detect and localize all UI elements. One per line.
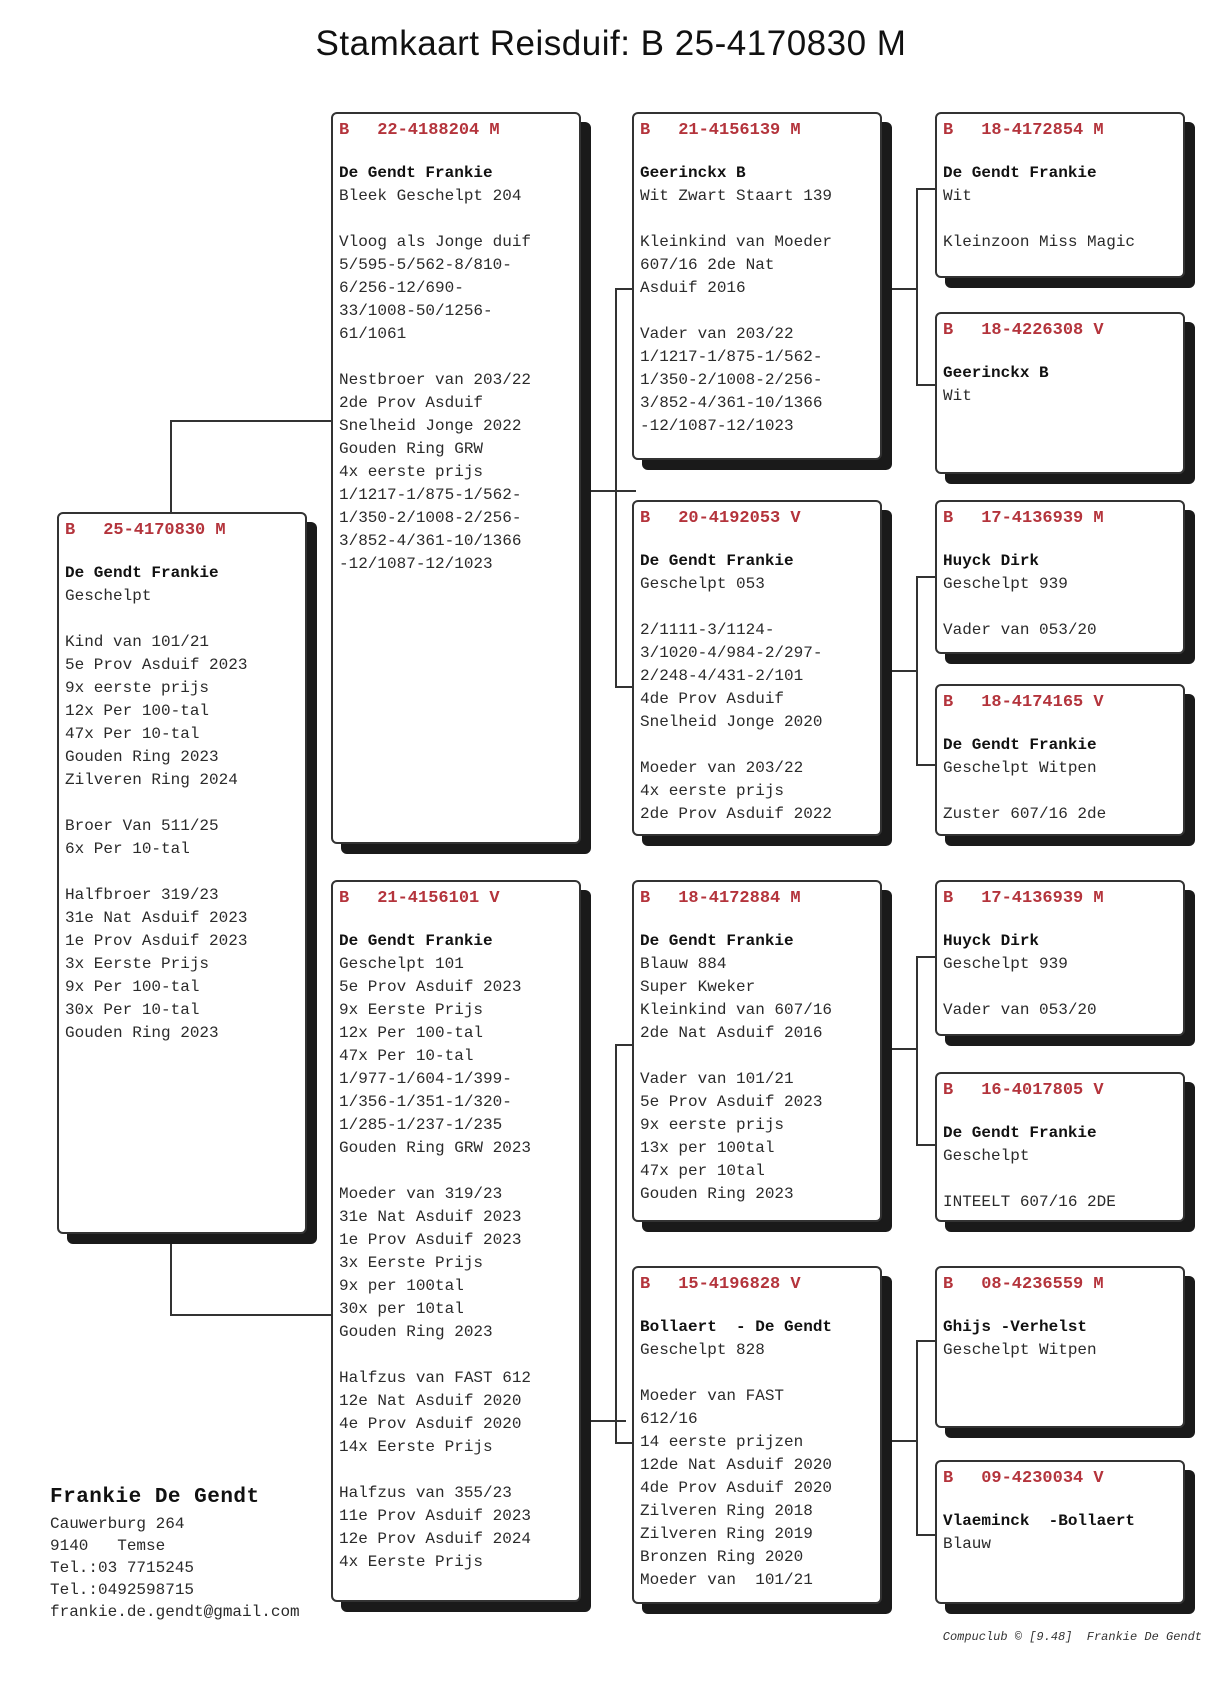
pedigree-line: Geschelpt 939 bbox=[943, 955, 1068, 973]
breeder-name: De Gendt Frankie bbox=[339, 932, 493, 950]
ring-number bbox=[943, 1468, 1177, 1498]
connector bbox=[916, 1340, 918, 1536]
pedigree-line: 1/350-2/1008-2/256- bbox=[640, 371, 823, 389]
connector bbox=[170, 1314, 332, 1316]
pedigree-line: 5e Prov Asduif 2023 bbox=[65, 656, 248, 674]
pedigree-line: Zilveren Ring 2018 bbox=[640, 1502, 813, 1520]
pedigree-line: Bronzen Ring 2020 bbox=[640, 1548, 804, 1566]
pedigree-line: Halfzus van 355/23 bbox=[339, 1484, 512, 1502]
connector bbox=[615, 288, 617, 688]
country-code: B bbox=[943, 1275, 954, 1294]
pedigree-line: 1/350-2/1008-2/256- bbox=[339, 509, 522, 527]
pedigree-line: 14 eerste prijzen bbox=[640, 1433, 804, 1451]
pedigree-line: Bleek Geschelpt 204 bbox=[339, 187, 522, 205]
pigeon-card-mff bbox=[935, 880, 1185, 1036]
ring-id: 08-4236559 M bbox=[981, 1275, 1104, 1294]
pedigree-line bbox=[640, 208, 874, 231]
owner-email[interactable]: frankie.de.gendt@gmail.com bbox=[50, 1603, 300, 1621]
page-title: Stamkaart Reisduif: B 25-4170830 M bbox=[315, 24, 907, 63]
pedigree-line: Geschelpt 101 bbox=[339, 955, 464, 973]
country-code: B bbox=[943, 121, 954, 140]
ring-number bbox=[339, 120, 573, 150]
pigeon-card-mother-father bbox=[632, 880, 882, 1222]
breeder-name: Bollaert - De Gendt bbox=[640, 1318, 833, 1336]
pedigree-line bbox=[943, 780, 1177, 803]
pedigree-line: 5e Prov Asduif 2023 bbox=[339, 978, 522, 996]
ring-number bbox=[640, 888, 874, 918]
country-code: B bbox=[640, 509, 651, 528]
pedigree-line: Broer Van 511/25 bbox=[65, 817, 219, 835]
country-code: B bbox=[943, 509, 954, 528]
pedigree-line: 31e Nat Asduif 2023 bbox=[339, 1208, 522, 1226]
pedigree-line: Wit Zwart Staart 139 bbox=[640, 187, 833, 205]
breeder-name: Ghijs -Verhelst bbox=[943, 1318, 1088, 1336]
connector bbox=[888, 1440, 918, 1442]
pedigree-line: Geschelpt bbox=[943, 1147, 1030, 1165]
pedigree-line: Gouden Ring 2023 bbox=[65, 1024, 219, 1042]
pedigree-line: 3x Eerste Prijs bbox=[339, 1254, 484, 1272]
pedigree-line: 30x Per 10-tal bbox=[65, 1001, 200, 1019]
ring-number bbox=[943, 120, 1177, 150]
pedigree-line: 12x Per 100-tal bbox=[339, 1024, 484, 1042]
pedigree-line: Zilveren Ring 2019 bbox=[640, 1525, 813, 1543]
pedigree-line: Halfzus van FAST 612 bbox=[339, 1369, 532, 1387]
connector bbox=[916, 956, 936, 958]
owner-city: 9140 Temse bbox=[50, 1537, 166, 1555]
pedigree-line: Geschelpt 053 bbox=[640, 575, 765, 593]
ring-number bbox=[640, 508, 874, 538]
pedigree-line: 47x Per 10-tal bbox=[339, 1047, 474, 1065]
pedigree-line: Geschelpt 828 bbox=[640, 1341, 765, 1359]
pedigree-line: 9x per 100tal bbox=[339, 1277, 464, 1295]
breeder-name: De Gendt Frankie bbox=[640, 932, 794, 950]
pedigree-line bbox=[943, 976, 1177, 999]
pedigree-line: 4x eerste prijs bbox=[339, 463, 484, 481]
breeder-name: De Gendt Frankie bbox=[943, 1124, 1097, 1142]
pedigree-line: 5/595-5/562-8/810- bbox=[339, 256, 512, 274]
ring-number bbox=[65, 520, 299, 550]
pedigree-line: 33/1008-50/1256- bbox=[339, 302, 493, 320]
breeder-name: De Gendt Frankie bbox=[943, 164, 1097, 182]
ring-id: 18-4172884 M bbox=[678, 889, 801, 908]
country-code: B bbox=[943, 1081, 954, 1100]
pedigree-line: Gouden Ring GRW 2023 bbox=[339, 1139, 532, 1157]
pedigree-line: Geschelpt Witpen bbox=[943, 1341, 1097, 1359]
ring-number bbox=[640, 120, 874, 150]
country-code: B bbox=[943, 321, 954, 340]
pigeon-card-mfm bbox=[935, 1072, 1185, 1222]
country-code: B bbox=[640, 889, 651, 908]
pedigree-line bbox=[943, 208, 1177, 231]
connector bbox=[916, 1534, 936, 1536]
ring-number bbox=[943, 692, 1177, 722]
pedigree-line: 1/977-1/604-1/399- bbox=[339, 1070, 512, 1088]
breeder-name: De Gendt Frankie bbox=[640, 552, 794, 570]
pedigree-line: Kind van 101/21 bbox=[65, 633, 210, 651]
connector bbox=[586, 490, 636, 492]
pedigree-line: 47x per 10tal bbox=[640, 1162, 765, 1180]
pedigree-line: Blauw 884 bbox=[640, 955, 727, 973]
pedigree-line: 13x per 100tal bbox=[640, 1139, 775, 1157]
pedigree-line: Zuster 607/16 2de bbox=[943, 805, 1107, 823]
pedigree-line: 4x eerste prijs bbox=[640, 782, 785, 800]
ring-id: 18-4174165 V bbox=[981, 693, 1104, 712]
pedigree-line bbox=[943, 1168, 1177, 1191]
pedigree-line bbox=[640, 734, 874, 757]
pedigree-line: -12/1087-12/1023 bbox=[339, 555, 493, 573]
country-code: B bbox=[65, 521, 76, 540]
pedigree-line: Blauw bbox=[943, 1535, 992, 1553]
connector bbox=[916, 1340, 936, 1342]
ring-number bbox=[943, 508, 1177, 538]
connector bbox=[916, 188, 936, 190]
ring-id: 21-4156101 V bbox=[377, 889, 500, 908]
pedigree-line: Vader van 053/20 bbox=[943, 621, 1097, 639]
pigeon-card-fmm bbox=[935, 684, 1185, 836]
ring-number bbox=[943, 1274, 1177, 1304]
pedigree-line: 4e Prov Asduif 2020 bbox=[339, 1415, 522, 1433]
pedigree-line bbox=[65, 861, 299, 884]
breeder-name: Geerinckx B bbox=[640, 164, 746, 182]
pedigree-line: 4de Prov Asduif bbox=[640, 690, 785, 708]
pedigree-line: Moeder van 319/23 bbox=[339, 1185, 503, 1203]
ring-number bbox=[640, 1274, 874, 1304]
pedigree-line: 3/852-4/361-10/1366 bbox=[339, 532, 522, 550]
pedigree-line: Gouden Ring 2023 bbox=[339, 1323, 493, 1341]
pedigree-line: 47x Per 10-tal bbox=[65, 725, 200, 743]
pedigree-line: 3/1020-4/984-2/297- bbox=[640, 644, 823, 662]
pedigree-line: Kleinzoon Miss Magic bbox=[943, 233, 1136, 251]
pigeon-card-ffm bbox=[935, 312, 1185, 474]
country-code: B bbox=[640, 121, 651, 140]
pedigree-line: 4de Prov Asduif 2020 bbox=[640, 1479, 833, 1497]
connector bbox=[888, 670, 918, 672]
ring-id: 22-4188204 M bbox=[377, 121, 500, 140]
pedigree-line: 12de Nat Asduif 2020 bbox=[640, 1456, 833, 1474]
pedigree-line: 4x Eerste Prijs bbox=[339, 1553, 484, 1571]
pedigree-line: 31e Nat Asduif 2023 bbox=[65, 909, 248, 927]
connector bbox=[916, 384, 936, 386]
pedigree-line: 12x Per 100-tal bbox=[65, 702, 210, 720]
owner-block bbox=[50, 1483, 300, 1623]
pedigree-line: Kleinkind van Moeder bbox=[640, 233, 833, 251]
pedigree-line: Snelheid Jonge 2020 bbox=[640, 713, 823, 731]
pedigree-line: 2de Prov Asduif bbox=[339, 394, 484, 412]
connector bbox=[170, 420, 332, 422]
pedigree-line: 1/285-1/237-1/235 bbox=[339, 1116, 503, 1134]
breeder-name: Geerinckx B bbox=[943, 364, 1049, 382]
footer-credit: Compuclub © [9.48] Frankie De Gendt bbox=[942, 1630, 1202, 1644]
pedigree-line: 2/248-4/431-2/101 bbox=[640, 667, 804, 685]
pedigree-line: Gouden Ring GRW bbox=[339, 440, 484, 458]
pedigree-line: 612/16 bbox=[640, 1410, 698, 1428]
owner-mobile: Tel.:0492598715 bbox=[50, 1581, 195, 1599]
pedigree-line: 6x Per 10-tal bbox=[65, 840, 190, 858]
breeder-name: Huyck Dirk bbox=[943, 932, 1040, 950]
connector bbox=[916, 576, 936, 578]
pedigree-line: 1e Prov Asduif 2023 bbox=[339, 1231, 522, 1249]
pigeon-card-fff bbox=[935, 112, 1185, 278]
ring-id: 20-4192053 V bbox=[678, 509, 801, 528]
country-code: B bbox=[943, 1469, 954, 1488]
ring-id: 21-4156139 M bbox=[678, 121, 801, 140]
ring-id: 25-4170830 M bbox=[103, 521, 226, 540]
pedigree-line: Moeder van 203/22 bbox=[640, 759, 804, 777]
pedigree-line bbox=[640, 300, 874, 323]
pedigree-line: 1/1217-1/875-1/562- bbox=[339, 486, 522, 504]
pedigree-line: 14x Eerste Prijs bbox=[339, 1438, 493, 1456]
pigeon-card-mother-mother bbox=[632, 1266, 882, 1604]
country-code: B bbox=[943, 693, 954, 712]
pedigree-line: Asduif 2016 bbox=[640, 279, 746, 297]
pedigree-line: 11e Prov Asduif 2023 bbox=[339, 1507, 532, 1525]
pedigree-line: 5e Prov Asduif 2023 bbox=[640, 1093, 823, 1111]
pedigree-line: Gouden Ring 2023 bbox=[65, 748, 219, 766]
ring-id: 15-4196828 V bbox=[678, 1275, 801, 1294]
pedigree-line: Zilveren Ring 2024 bbox=[65, 771, 238, 789]
pedigree-line: Geschelpt Witpen bbox=[943, 759, 1097, 777]
breeder-name: Vlaeminck -Bollaert bbox=[943, 1512, 1136, 1530]
pedigree-line: 1/356-1/351-1/320- bbox=[339, 1093, 512, 1111]
pigeon-card-father-father bbox=[632, 112, 882, 460]
connector bbox=[916, 764, 936, 766]
pedigree-line: Halfbroer 319/23 bbox=[65, 886, 219, 904]
ring-number bbox=[943, 888, 1177, 918]
pedigree-line: Snelheid Jonge 2022 bbox=[339, 417, 522, 435]
pedigree-line: Vader van 101/21 bbox=[640, 1070, 794, 1088]
pedigree-line bbox=[339, 208, 573, 231]
pedigree-line: 2de Nat Asduif 2016 bbox=[640, 1024, 823, 1042]
breeder-name: Huyck Dirk bbox=[943, 552, 1040, 570]
owner-street: Cauwerburg 264 bbox=[50, 1515, 185, 1533]
breeder-name: De Gendt Frankie bbox=[943, 736, 1097, 754]
ring-number bbox=[943, 320, 1177, 350]
pedigree-line: Kleinkind van 607/16 bbox=[640, 1001, 833, 1019]
pedigree-line: 9x Eerste Prijs bbox=[339, 1001, 484, 1019]
pedigree-line: 12e Prov Asduif 2024 bbox=[339, 1530, 532, 1548]
pedigree-line: Geschelpt 939 bbox=[943, 575, 1068, 593]
country-code: B bbox=[339, 889, 350, 908]
pedigree-line: 9x eerste prijs bbox=[65, 679, 210, 697]
pedigree-line bbox=[640, 1045, 874, 1068]
owner-phone: Tel.:03 7715245 bbox=[50, 1559, 195, 1577]
ring-id: 17-4136939 M bbox=[981, 509, 1104, 528]
pedigree-line: Gouden Ring 2023 bbox=[640, 1185, 794, 1203]
pedigree-line: 12e Nat Asduif 2020 bbox=[339, 1392, 522, 1410]
connector bbox=[916, 956, 918, 1146]
pedigree-line bbox=[339, 1344, 573, 1367]
pedigree-line bbox=[339, 1160, 573, 1183]
ring-number bbox=[339, 888, 573, 918]
country-code: B bbox=[339, 121, 350, 140]
connector bbox=[916, 1144, 936, 1146]
pedigree-line: 2/1111-3/1124- bbox=[640, 621, 775, 639]
connector bbox=[170, 420, 172, 518]
connector bbox=[586, 1420, 626, 1422]
pedigree-line bbox=[65, 608, 299, 631]
pedigree-line: 3x Eerste Prijs bbox=[65, 955, 210, 973]
ring-id: 18-4172854 M bbox=[981, 121, 1104, 140]
pigeon-card-fmf bbox=[935, 500, 1185, 654]
pedigree-line bbox=[65, 792, 299, 815]
pedigree-line: 607/16 2de Nat bbox=[640, 256, 775, 274]
ring-number bbox=[943, 1080, 1177, 1110]
ring-id: 16-4017805 V bbox=[981, 1081, 1104, 1100]
pedigree-line: 61/1061 bbox=[339, 325, 407, 343]
connector bbox=[615, 1044, 617, 1444]
country-code: B bbox=[640, 1275, 651, 1294]
pigeon-card-mother bbox=[331, 880, 581, 1602]
pedigree-line: 6/256-12/690- bbox=[339, 279, 464, 297]
pedigree-line: Wit bbox=[943, 387, 972, 405]
pedigree-line: 1e Prov Asduif 2023 bbox=[65, 932, 248, 950]
pedigree-line: Vader van 053/20 bbox=[943, 1001, 1097, 1019]
connector bbox=[888, 1048, 918, 1050]
pedigree-line bbox=[640, 596, 874, 619]
pedigree-line: 30x per 10tal bbox=[339, 1300, 464, 1318]
pedigree-line bbox=[640, 1362, 874, 1385]
pedigree-line: Wit bbox=[943, 187, 972, 205]
connector bbox=[916, 576, 918, 766]
connector bbox=[916, 188, 918, 386]
pedigree-line: Moeder van FAST bbox=[640, 1387, 785, 1405]
pigeon-card-father bbox=[331, 112, 581, 844]
ring-id: 17-4136939 M bbox=[981, 889, 1104, 908]
breeder-name: De Gendt Frankie bbox=[339, 164, 493, 182]
pedigree-line: Nestbroer van 203/22 bbox=[339, 371, 532, 389]
pigeon-card-mmf bbox=[935, 1266, 1185, 1428]
pigeon-card-mmm bbox=[935, 1460, 1185, 1604]
country-code: B bbox=[943, 889, 954, 908]
pedigree-line: Geschelpt bbox=[65, 587, 152, 605]
pedigree-line bbox=[339, 346, 573, 369]
pedigree-line: -12/1087-12/1023 bbox=[640, 417, 794, 435]
pedigree-line: 2de Prov Asduif 2022 bbox=[640, 805, 833, 823]
pedigree-line: 9x eerste prijs bbox=[640, 1116, 785, 1134]
pigeon-card-subject bbox=[57, 512, 307, 1234]
connector bbox=[888, 288, 918, 290]
pedigree-line: Vloog als Jonge duif bbox=[339, 233, 532, 251]
ring-id: 18-4226308 V bbox=[981, 321, 1104, 340]
breeder-name: De Gendt Frankie bbox=[65, 564, 219, 582]
ring-id: 09-4230034 V bbox=[981, 1469, 1104, 1488]
pedigree-line: INTEELT 607/16 2DE bbox=[943, 1193, 1116, 1211]
pedigree-line: Moeder van 101/21 bbox=[640, 1571, 813, 1589]
pedigree-line: Super Kweker bbox=[640, 978, 756, 996]
connector bbox=[170, 1236, 172, 1315]
owner-name: Frankie De Gendt bbox=[50, 1486, 260, 1509]
pedigree-line bbox=[339, 1459, 573, 1482]
pedigree-line: Vader van 203/22 bbox=[640, 325, 794, 343]
pedigree-line: 3/852-4/361-10/1366 bbox=[640, 394, 823, 412]
pedigree-line bbox=[943, 596, 1177, 619]
pedigree-line: 1/1217-1/875-1/562- bbox=[640, 348, 823, 366]
pedigree-line: 9x Per 100-tal bbox=[65, 978, 200, 996]
pigeon-card-father-mother bbox=[632, 500, 882, 836]
